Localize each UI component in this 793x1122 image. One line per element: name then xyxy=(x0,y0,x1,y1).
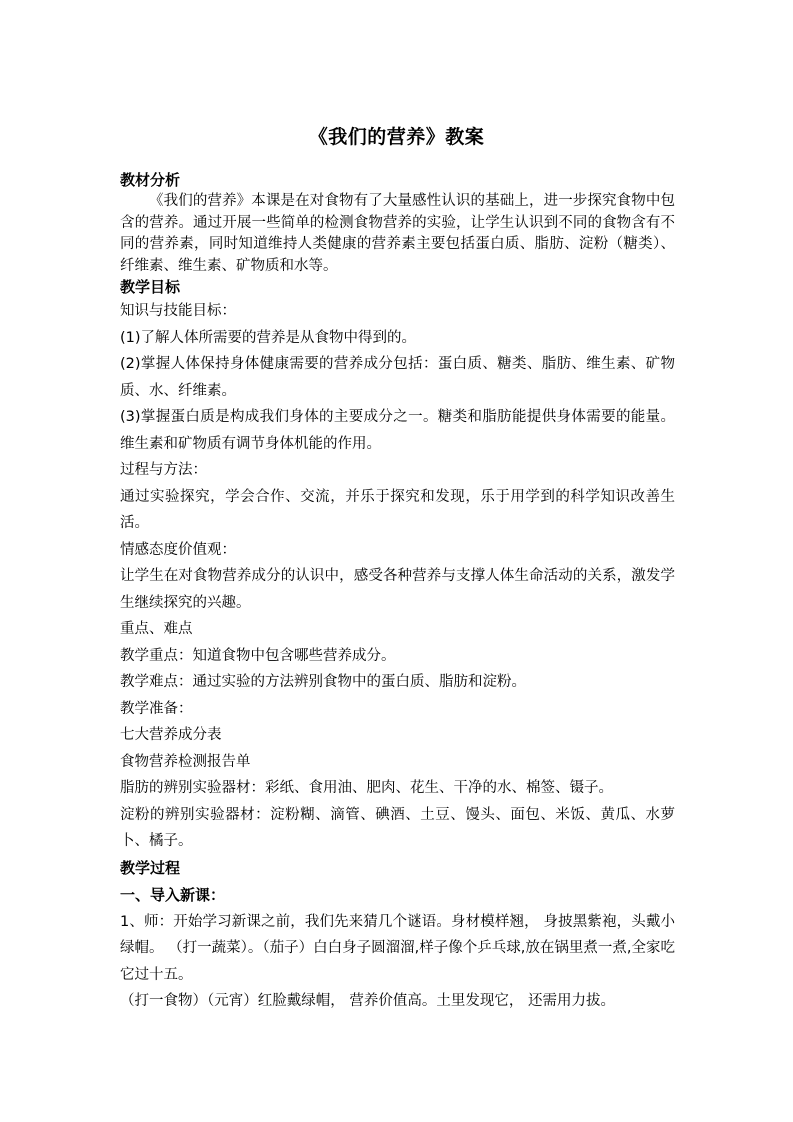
section-heading-teaching-goals: 教学目标 xyxy=(120,278,181,296)
text-line: (1)了解人体所需要的营养是从食物中得到的。 xyxy=(120,329,417,346)
text-line: 过程与方法： xyxy=(120,462,207,478)
text-line: 脂肪的辨别实验器材：彩纸、食用油、肥肉、花生、干净的水、棉签、镊子。 xyxy=(120,780,613,796)
text-line: 重点、难点 xyxy=(120,621,193,637)
text-line: (2)掌握人体保持身体健康需要的营养成分包括：蛋白质、糖类、脂肪、维生素、矿物质、水、纤维素。 xyxy=(120,356,675,399)
text-line: 通过实验探究，学会合作、交流，并乐于探究和发现，乐于用学到的科学知识改善生活。 xyxy=(120,488,675,531)
subheading-introduction: 一、导入新课： xyxy=(120,885,226,904)
document-body xyxy=(120,170,675,1015)
text-line: 情感态度价值观： xyxy=(120,541,236,558)
text-line: 食物营养检测报告单 xyxy=(120,753,251,770)
paragraph-material-analysis: 《我们的营养》本课是在对食物有了大量感性认识的基础上，进一步探究食物中包含的营养。通过开展一些简单的检测食物营养的实验，让学生认识到不同的食物含有不同的营养素，同时知道维持人类健康的营养素主要包括蛋白质、脂肪、淀粉（糖类）、纤维素、维生素、矿物质和水等。 xyxy=(120,193,675,274)
document-title: 《我们的营养》教案 xyxy=(308,126,485,148)
text-line: 1、师：开始学习新课之前，我们先来猜几个谜语。身材模样翘， 身披黑紫袍，头戴小绿帽。 （打一蔬菜）。（茄子）白白身子圆溜溜,样子像个乒乓球,放在锅里煮一煮,全家吃它过十五。 xyxy=(120,913,675,983)
text-line: 淀粉的辨别实验器材：淀粉糊、滴管、碘酒、土豆、馒头、面包、米饭、黄瓜、水萝卜、橘子。 xyxy=(120,806,675,849)
section-heading-material-analysis: 教材分析 xyxy=(120,171,181,189)
text-line: （打一食物）（元宵）红脸戴绿帽， 营养价值高。土里发现它， 还需用力拔。 xyxy=(120,993,615,1009)
text-line: 七大营养成分表 xyxy=(120,727,222,743)
text-line: 让学生在对食物营养成分的认识中，感受各种营养与支撑人体生命活动的关系，激发学生继续探究的兴趣。 xyxy=(120,568,675,611)
text-line: 教学准备： xyxy=(120,700,193,717)
text-line: 知识与技能目标： xyxy=(120,303,236,319)
section-heading-teaching-process: 教学过程 xyxy=(120,858,181,877)
text-line: 教学重点：知道食物中包含哪些营养成分。 xyxy=(120,647,396,664)
text-line: (3)掌握蛋白质是构成我们身体的主要成分之一。糖类和脂肪能提供身体需要的能量。维生素和矿物质有调节身体机能的作用。 xyxy=(120,409,675,452)
text-line: 教学难点：通过实验的方法辨别食物中的蛋白质、脂肪和淀粉。 xyxy=(120,674,526,690)
